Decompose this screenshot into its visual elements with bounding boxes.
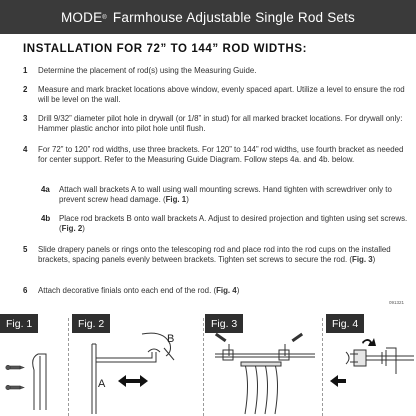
step-text: For 72” to 120” rod widths, use three brackets. For 120” to 144” rod widths, use fourth bracket as needed for center support. Refer to the Measuring Guide Diagram. Follow steps 4a. and 4b. below. [38, 145, 404, 165]
figure-divider [322, 318, 323, 416]
bracket-b-letter: B [167, 333, 175, 345]
fig-reference: Fig. 4 [216, 286, 237, 295]
fig-reference: Fig. 2 [61, 224, 83, 234]
step-text: Attach wall brackets A to wall using wall mounting screws. Hand tighten with screwdriver only to prevent screw head damage. (Fig. 1) [59, 185, 392, 205]
registered-mark: ® [102, 15, 107, 21]
brand-name: MODE [60, 9, 103, 25]
screwdriver-icon [215, 333, 303, 342]
rotate-arrow-icon [362, 338, 376, 346]
step-number: 2 [23, 85, 28, 94]
step-number: 1 [23, 66, 28, 75]
step-text: Attach decorative finials onto each end of the rod. (Fig. 4) [38, 286, 240, 295]
fig-reference: Fig. 1 [165, 195, 187, 205]
header-title: Farmhouse Adjustable Single Rod Sets [112, 9, 356, 25]
step-number: 6 [23, 286, 28, 295]
bracket-a-letter: A [98, 378, 106, 390]
step-number: 4 [23, 145, 28, 154]
figure-2 [72, 314, 202, 416]
page-header [0, 0, 416, 34]
figure-4 [326, 314, 416, 416]
step-text: Determine the placement of rod(s) using the Measuring Guide. [38, 66, 257, 75]
figure-3 [205, 314, 321, 416]
finial-illustration [326, 314, 416, 416]
document-code: 091321 [388, 300, 404, 305]
figure-divider [203, 318, 204, 416]
rod-panels-illustration [205, 314, 321, 416]
step-text: Slide drapery panels or rings onto the telescoping rod and place rod into the rod cups on the installed brackets, spacing panels evenly between brackets. Tighten set screws to secure the rod. (Fig. 3) [38, 245, 391, 265]
push-arrow-icon [330, 375, 346, 387]
step-text: Measure and mark bracket locations above window, evenly spaced apart. Utilize a level to ensure the rod will be level on the wall. [38, 85, 405, 105]
wall-bracket-illustration [0, 314, 68, 416]
fig-reference: Fig. 3 [352, 255, 373, 265]
step-number: 4b [41, 214, 51, 223]
step-number: 5 [23, 245, 28, 254]
figure-1 [0, 314, 68, 416]
step-text: Place rod brackets B onto wall brackets A. Adjust to desired projection and tighten using set screws. (Fig. 2) [59, 214, 408, 234]
step-number: 4a [41, 185, 50, 194]
section-heading: INSTALLATION FOR 72” TO 144” ROD WIDTHS: [23, 43, 308, 55]
figure-label: Fig. 2 [72, 314, 110, 333]
figure-divider [68, 318, 69, 416]
figure-label: Fig. 4 [326, 314, 364, 333]
step-number: 3 [23, 114, 28, 123]
figure-label: Fig. 1 [0, 314, 38, 333]
step-text: Drill 9/32” diameter pilot hole in drywall (or 1/8” in stud) for all marked bracket locations. For drywall only: Hammer plastic anchor into pilot hole until flush. [38, 114, 403, 134]
double-arrow-icon [118, 375, 148, 387]
rod-bracket-illustration [72, 314, 202, 416]
figure-label: Fig. 3 [205, 314, 243, 333]
